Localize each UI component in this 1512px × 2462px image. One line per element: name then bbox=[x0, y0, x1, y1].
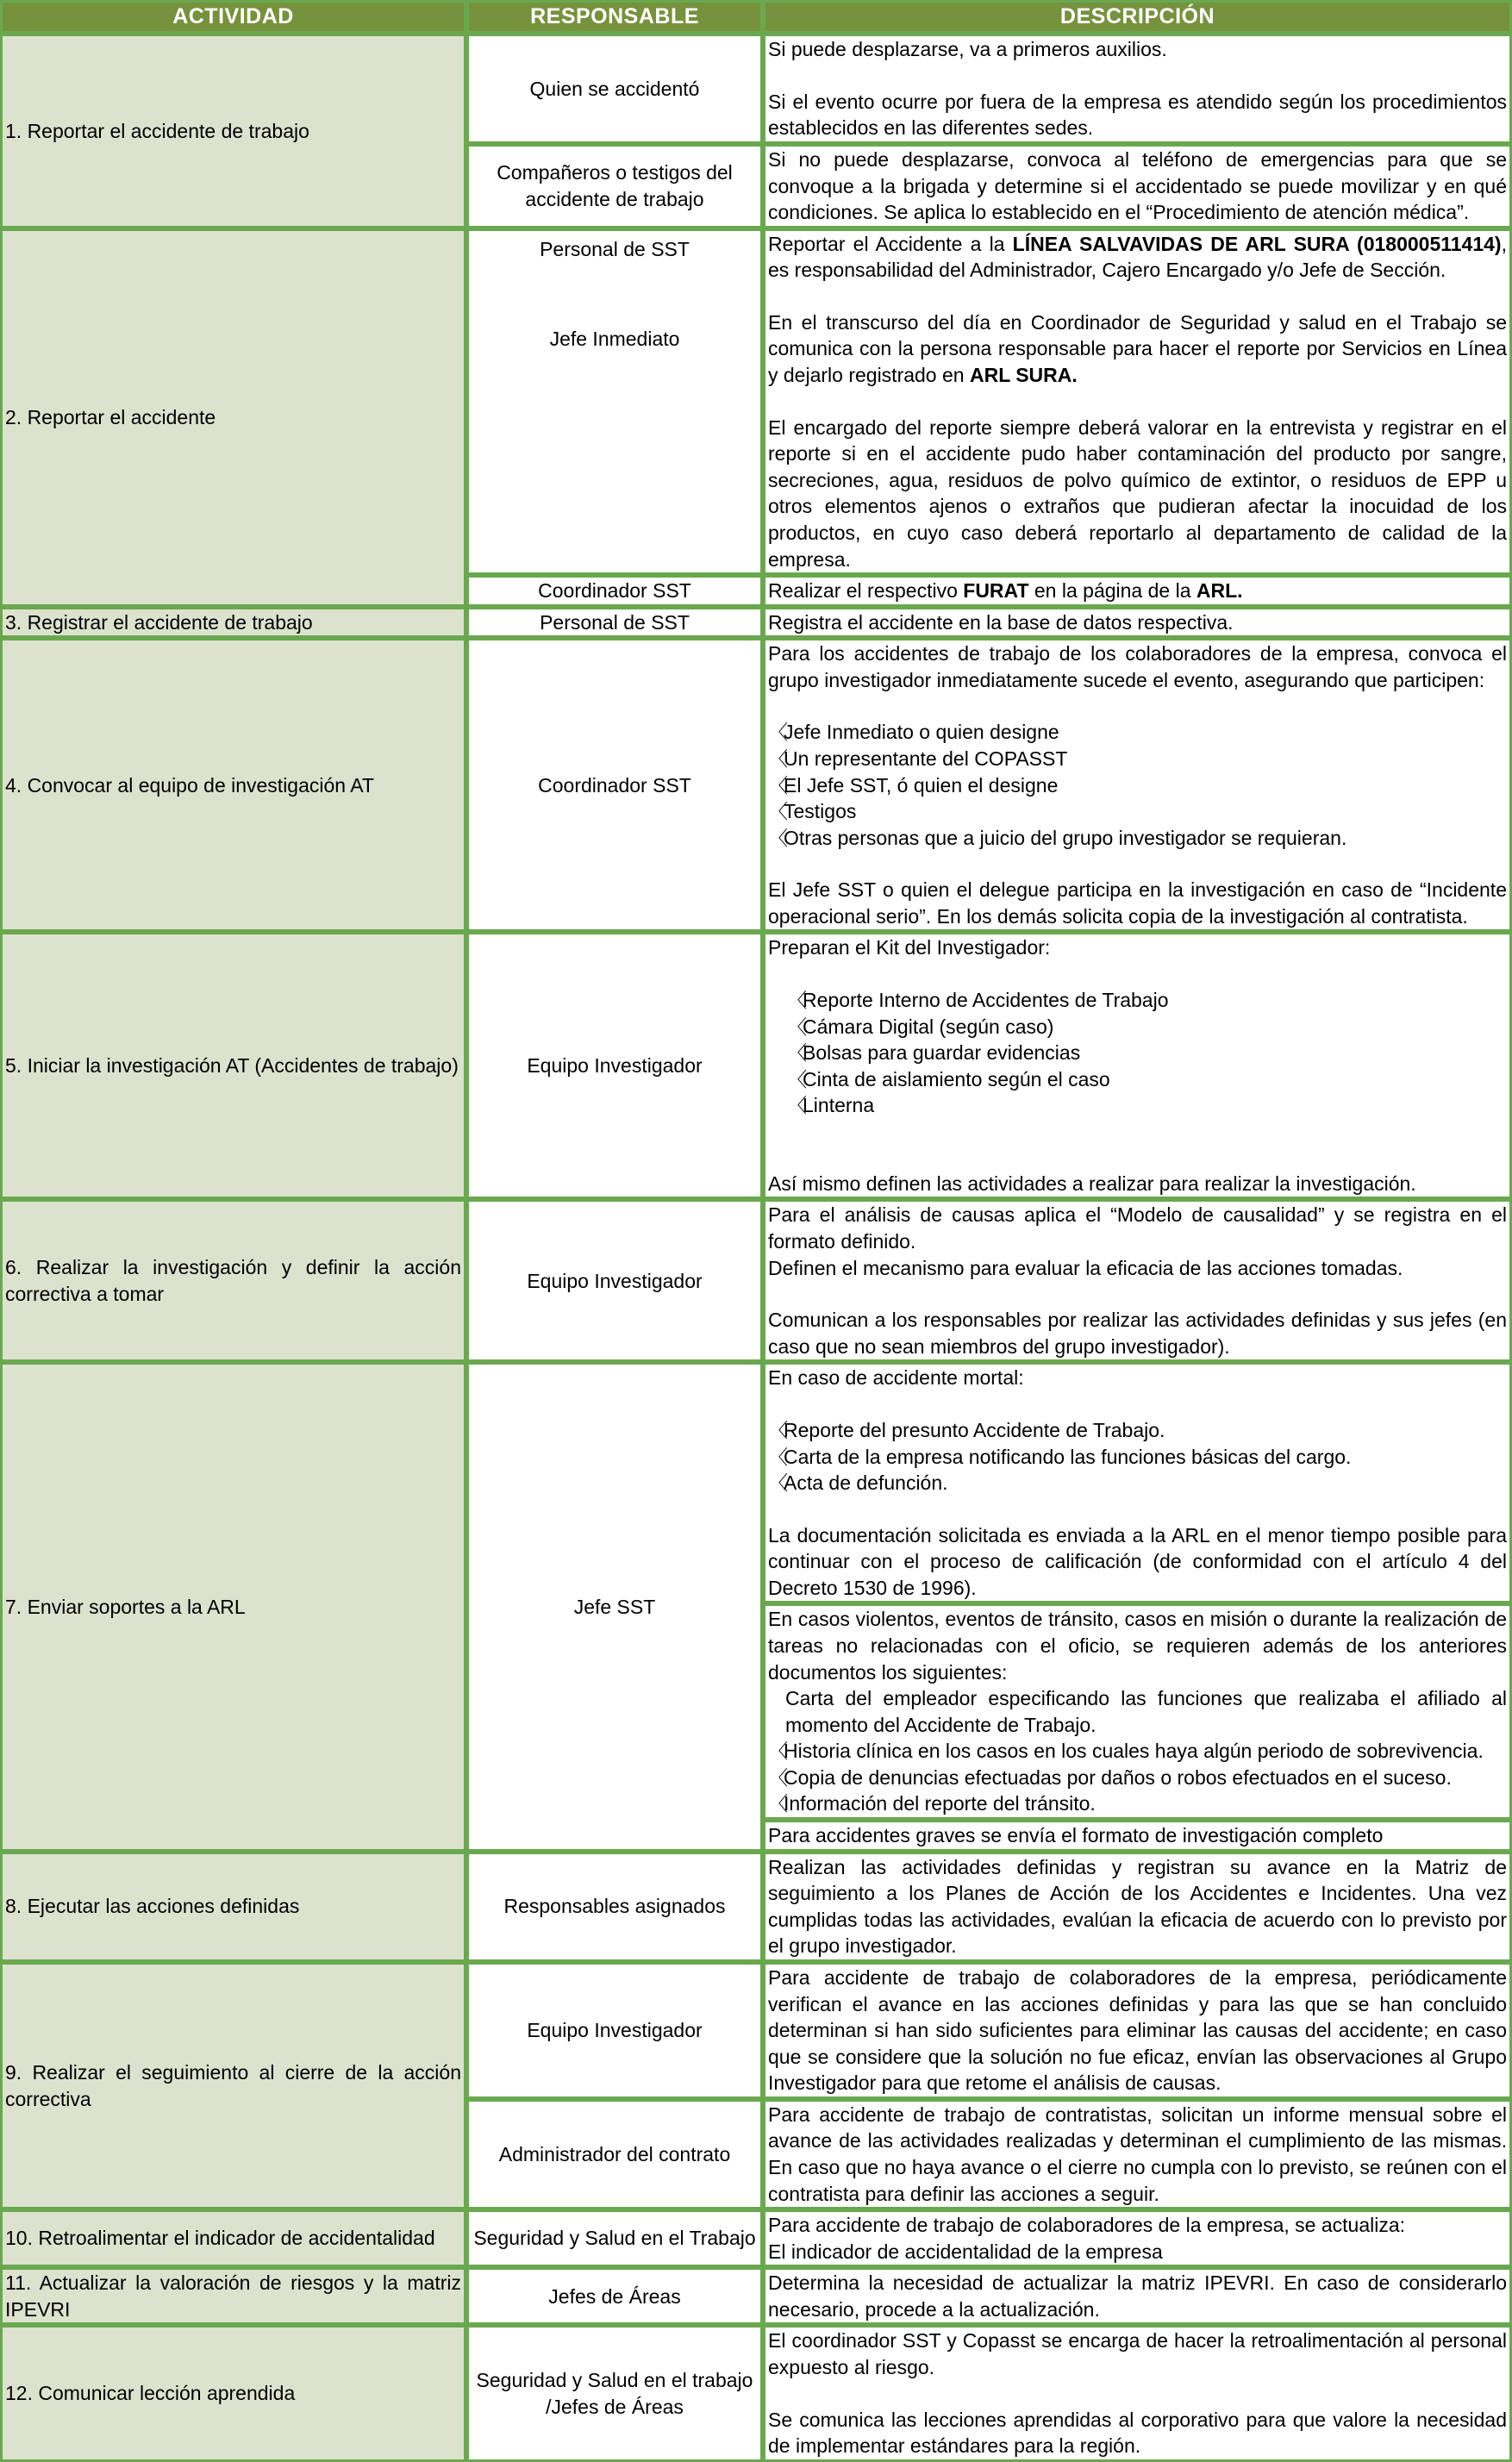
responsible-2b: Coordinador SST bbox=[466, 575, 763, 607]
responsible-1a: Quien se accidentó bbox=[466, 34, 763, 144]
description-9a: Para accidente de trabajo de colaboradores de la empresa, periódicamente verifican el avance en las acciones definidas y para las que se han concluido determinan si han sido suficientes para eliminar las causas del accidente; en caso que se considere que la solución no fue eficaz, envían las observaciones al Grupo Investigador para que retome el análisis de causas. bbox=[763, 1962, 1512, 2099]
table-row bbox=[0, 2325, 1512, 2461]
list-item: 〈Carta de la empresa notificando las funciones básicas del cargo. bbox=[768, 1445, 1352, 1468]
activity-10: 10. Retroalimentar el indicador de accidentalidad bbox=[0, 2209, 466, 2267]
description-text: El encargado del reporte siempre deberá valorar en la entrevista y registrar en el reporte si en el accidente pudo haber contaminación del producto por sangre, secreciones, agua, residuos de polvo químico de extintor, o residuos de EPP u otros elementos ajenos o extraños que pudieran afectar la inocuidad de los productos, en cuyo caso deberá reportarlo al departamento de calidad de la empresa. bbox=[768, 416, 1507, 571]
header-descripcion: DESCRIPCIÓN bbox=[763, 0, 1512, 34]
list-item: 〈Un representante del COPASST bbox=[768, 747, 1068, 770]
arl-hotline: LÍNEA SALVAVIDAS DE ARL SURA (018000511414) bbox=[1012, 232, 1502, 255]
description-text: En el transcurso del día en Coordinador de Seguridad y salud en el Trabajo se comunica con la persona responsable para hacer el reporte por Servicios en Línea y dejarlo registrado en ARL SURA. bbox=[768, 310, 1507, 387]
activity-3: 3. Registrar el accidente de trabajo bbox=[0, 607, 466, 639]
responsible-9a: Equipo Investigador bbox=[466, 1962, 763, 2099]
description-8: Realizan las actividades definidas y registran su avance en la Matriz de seguimiento a los Planes de Acción de los Accidentes e Incidentes. Una vez cumplidas todas las actividades, evalúan la eficacia de acuerdo con lo previsto por el grupo investigador. bbox=[763, 1852, 1512, 1962]
description-text: Si el evento ocurre por fuera de la empresa es atendido según los procedimientos establecidos en las diferentes sedes. bbox=[768, 90, 1507, 140]
activity-9: 9. Realizar el seguimiento al cierre de la acción correctiva bbox=[0, 1962, 466, 2209]
table-row bbox=[0, 1962, 1512, 2099]
activity-7: 7. Enviar soportes a la ARL bbox=[0, 1362, 466, 1851]
description-7b bbox=[763, 1603, 1512, 1820]
responsible-text: Personal de SST bbox=[540, 237, 690, 260]
list-item: 〈Reporte del presunto Accidente de Trabajo. bbox=[768, 1418, 1165, 1441]
table-row bbox=[0, 1852, 1512, 1962]
list-item: 〈Cámara Digital (según caso) bbox=[787, 1015, 1054, 1038]
responsible-9b: Administrador del contrato bbox=[466, 2099, 763, 2209]
list-item: 〈Otras personas que a juicio del grupo investigador se requieran. bbox=[768, 826, 1347, 849]
list-item: 〈Cinta de aislamiento según el caso bbox=[787, 1067, 1110, 1090]
description-1a bbox=[763, 34, 1512, 144]
responsible-10: Seguridad y Salud en el Trabajo bbox=[466, 2209, 763, 2267]
description-text: Comunican a los responsables por realizar las actividades definidas y sus jefes (en caso que no sean miembros del grupo investigador). bbox=[768, 1309, 1507, 1358]
participants-list bbox=[768, 719, 1507, 851]
table-row bbox=[0, 1199, 1512, 1362]
description-2a bbox=[763, 228, 1512, 575]
activity-2: 2. Reportar el accidente bbox=[0, 228, 466, 607]
list-item: 〈Información del reporte del tránsito. bbox=[768, 1792, 1096, 1815]
description-1b: Si no puede desplazarse, convoca al teléfono de emergencias para que se convoque a la brigada y determine si el accidentado se puede movilizar y en qué condiciones. Se aplica lo establecido en el “Procedimiento de atención médica”. bbox=[763, 144, 1512, 228]
description-7c: Para accidentes graves se envía el formato de investigación completo bbox=[763, 1820, 1512, 1852]
list-item: 〈Historia clínica en los casos en los cuales haya algún periodo de sobrevivencia. bbox=[768, 1740, 1484, 1763]
description-text: La documentación solicitada es enviada a la ARL en el menor tiempo posible para continuar con el proceso de calificación (de conformidad con el artículo 4 del Decreto 1530 de 1996). bbox=[768, 1523, 1507, 1599]
table-row bbox=[0, 228, 1512, 575]
responsible-6: Equipo Investigador bbox=[466, 1199, 763, 1362]
description-text: Así mismo definen las actividades a realizar para realizar la investigación. bbox=[768, 1172, 1416, 1195]
responsible-8: Responsables asignados bbox=[466, 1852, 763, 1962]
responsible-2a bbox=[466, 228, 763, 575]
description-text: Definen el mecanismo para evaluar la eficacia de las acciones tomadas. bbox=[768, 1256, 1403, 1279]
table-row bbox=[0, 34, 1512, 144]
description-text: Preparan el Kit del Investigador: bbox=[768, 936, 1051, 959]
list-item: 〈El Jefe SST, ó quien el designe bbox=[768, 773, 1059, 797]
mortal-docs-list bbox=[768, 1417, 1507, 1497]
responsible-text: Seguridad y Salud en el trabajo bbox=[476, 2369, 753, 2392]
list-item: 〈Reporte Interno de Accidentes de Trabajo bbox=[787, 989, 1169, 1012]
list-item: Carta del empleador especificando las funciones que realizaba el afiliado al momento del Accidente de Trabajo. bbox=[785, 1687, 1507, 1736]
responsible-11: Jefes de Áreas bbox=[466, 2267, 763, 2325]
responsible-text: Jefe Inmediato bbox=[549, 328, 680, 351]
table-row bbox=[0, 2267, 1512, 2325]
header-row bbox=[0, 0, 1512, 34]
description-9b: Para accidente de trabajo de contratistas, solicitan un informe mensual sobre el avance de las actividades realizadas y determinan el cumplimiento de las mismas. En caso que no haya avance o el cierre no cumpla con lo previsto, se reúnen con el contratista para definir las acciones a seguir. bbox=[763, 2099, 1512, 2209]
activity-4: 4. Convocar al equipo de investigación AT bbox=[0, 638, 466, 932]
description-11: Determina la necesidad de actualizar la matriz IPEVRI. En caso de considerarlo necesario, procede a la actualización. bbox=[763, 2267, 1512, 2325]
description-4 bbox=[763, 638, 1512, 932]
table-row bbox=[0, 932, 1512, 1199]
arl-name: ARL SURA. bbox=[969, 364, 1078, 387]
responsible-1b: Compañeros o testigos del accidente de trabajo bbox=[466, 144, 763, 228]
list-item: 〈Jefe Inmediato o quien designe bbox=[768, 721, 1059, 744]
description-text: Para el análisis de causas aplica el “Modelo de causalidad” y se registra en el formato definido. bbox=[768, 1203, 1507, 1253]
activity-5: 5. Iniciar la investigación AT (Accidentes de trabajo) bbox=[0, 932, 466, 1199]
header-responsable: RESPONSABLE bbox=[466, 0, 763, 34]
description-6 bbox=[763, 1199, 1512, 1362]
list-item: 〈Bolsas para guardar evidencias bbox=[787, 1041, 1081, 1065]
description-text: Si puede desplazarse, va a primeros auxilios. bbox=[768, 38, 1167, 61]
description-12 bbox=[763, 2325, 1512, 2461]
description-5 bbox=[763, 932, 1512, 1199]
activity-6: 6. Realizar la investigación y definir la acción correctiva a tomar bbox=[0, 1199, 466, 1362]
table-row bbox=[0, 1362, 1512, 1603]
responsible-7: Jefe SST bbox=[466, 1362, 763, 1851]
table-row bbox=[0, 2209, 1512, 2267]
description-text: El Jefe SST o quien el delegue participa en la investigación en caso de “Incidente operacional serio”. En los demás solicita copia de la investigación al contratista. bbox=[768, 878, 1507, 928]
list-item: 〈Testigos bbox=[768, 800, 857, 823]
description-text: Reportar el Accidente a la LÍNEA SALVAVIDAS DE ARL SURA (018000511414), es responsabilidad del Administrador, Cajero Encargado y/o Jefe de Sección. bbox=[768, 232, 1507, 282]
responsible-text: /Jefes de Áreas bbox=[546, 2395, 684, 2418]
activity-8: 8. Ejecutar las acciones definidas bbox=[0, 1852, 466, 1962]
list-item: 〈Linterna bbox=[787, 1094, 875, 1117]
activity-1: 1. Reportar el accidente de trabajo bbox=[0, 34, 466, 228]
list-item: 〈Acta de defunción. bbox=[768, 1472, 948, 1495]
description-3: Registra el accidente en la base de datos respectiva. bbox=[763, 607, 1512, 639]
table-row bbox=[0, 607, 1512, 639]
description-text: Para los accidentes de trabajo de los colaboradores de la empresa, convoca el grupo investigador inmediatamente sucede el evento, asegurando que participen: bbox=[768, 642, 1507, 691]
table-row bbox=[0, 638, 1512, 932]
description-text: En caso de accidente mortal: bbox=[768, 1366, 1024, 1390]
description-2b: Realizar el respectivo FURAT en la página de la ARL. bbox=[763, 575, 1512, 607]
description-text: Se comunica las lecciones aprendidas al corporativo para que valore la necesidad de implementar estándares para la región. bbox=[768, 2408, 1507, 2458]
list-item: 〈Copia de denuncias efectuadas por daños o robos efectuados en el suceso. bbox=[768, 1765, 1452, 1789]
description-text: El coordinador SST y Copasst se encarga de hacer la retroalimentación al personal expuesto al riesgo. bbox=[768, 2329, 1507, 2379]
responsible-3: Personal de SST bbox=[466, 607, 763, 639]
investigator-kit-list bbox=[768, 987, 1507, 1119]
description-10 bbox=[763, 2209, 1512, 2267]
description-text: El indicador de accidentalidad de la empresa bbox=[768, 2240, 1163, 2263]
responsible-4: Coordinador SST bbox=[466, 638, 763, 932]
description-text: En casos violentos, eventos de tránsito, casos en misión o durante la realización de tareas no relacionadas con el oficio, se requieren además de los anteriores documentos los siguientes: bbox=[768, 1608, 1507, 1684]
responsible-5: Equipo Investigador bbox=[466, 932, 763, 1199]
description-text: Para accidente de trabajo de colaboradores de la empresa, se actualiza: bbox=[768, 2214, 1406, 2237]
activity-12: 12. Comunicar lección aprendida bbox=[0, 2325, 466, 2461]
description-7a bbox=[763, 1362, 1512, 1603]
header-actividad: ACTIVIDAD bbox=[0, 0, 466, 34]
activity-11: 11. Actualizar la valoración de riesgos y la matriz IPEVRI bbox=[0, 2267, 466, 2325]
responsible-12 bbox=[466, 2325, 763, 2461]
additional-docs-list bbox=[768, 1738, 1507, 1817]
